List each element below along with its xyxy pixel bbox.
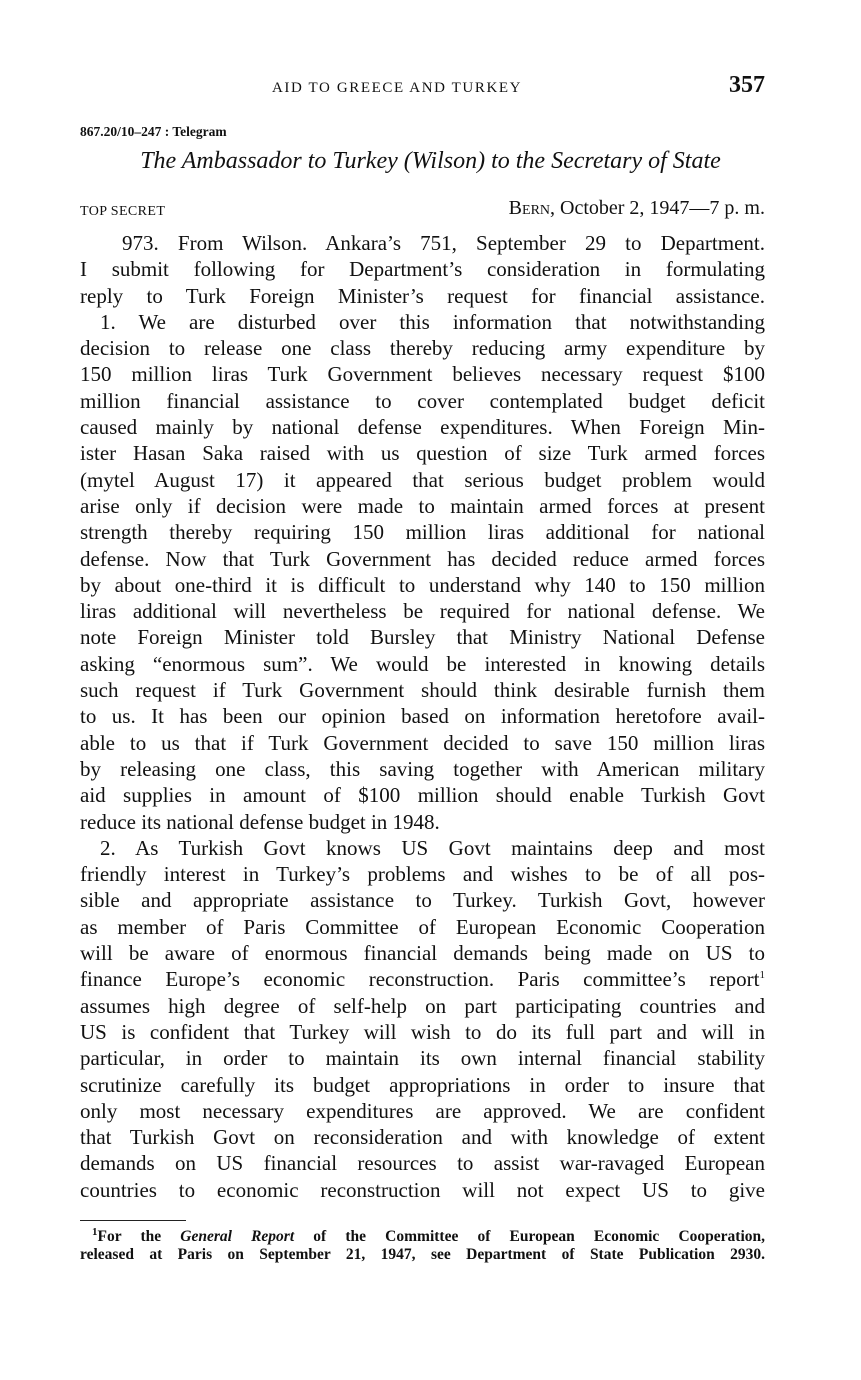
body-line: aid supplies in amount of $100 million should enable Turkish Govt <box>80 783 765 808</box>
footnote-line: $^1$For the General Report of the Committee of European Economic Cooperation, <box>92 1225 765 1245</box>
footnote-reference[interactable]: 1 <box>759 969 765 982</box>
body-line: demands on US financial resources to assist war-ravaged European <box>80 1151 765 1176</box>
body-line: 2. As Turkish Govt knows US Govt maintains deep and most <box>100 835 765 860</box>
body-line: assumes high degree of self-help on part participating countries and <box>80 993 765 1018</box>
footnote-title: General Report <box>180 1228 295 1245</box>
body-line: that Turkish Govt on reconsideration and with knowledge of extent <box>80 1125 765 1150</box>
body-line: particular, in order to maintain its own internal financial stability <box>80 1046 765 1071</box>
body-line: reduce its national defense budget in 1948. <box>80 809 440 834</box>
body-line: note Foreign Minister told Bursley that Ministry National Defense <box>80 625 765 650</box>
telegram-body <box>80 230 765 1203</box>
file-number: 867.20/10–247 : Telegram <box>80 124 227 139</box>
body-line: countries to economic reconstruction will not expect US to give <box>80 1177 765 1202</box>
running-title: AID TO GREECE AND TURKEY <box>272 80 523 96</box>
footnote-line: released at Paris on September 21, 1947, see Department of State Publication 2930. <box>80 1246 765 1263</box>
body-line: asking “enormous sum”. We would be interested in knowing details <box>80 651 765 676</box>
classification-label: TOP SECRET <box>80 204 166 219</box>
body-line: finance Europe’s economic reconstruction. Paris committee’s report$^1$ <box>80 967 765 992</box>
body-line: I submit following for Department’s consideration in formulating <box>80 257 765 282</box>
dateline-date: , October 2, 1947—7 p. m. <box>550 197 765 219</box>
document-heading: The Ambassador to Turkey (Wilson) to the Secretary of State <box>140 148 721 174</box>
body-line: strength thereby requiring 150 million liras additional for national <box>80 520 765 545</box>
body-line: friendly interest in Turkey’s problems and wishes to be of all pos- <box>80 862 765 887</box>
body-line: sible and appropriate assistance to Turkey. Turkish Govt, however <box>80 888 765 913</box>
body-line: 1. We are disturbed over this information that notwithstanding <box>100 309 765 334</box>
footnote-divider <box>80 1220 186 1221</box>
body-line: defense. Now that Turk Government has decided reduce armed forces <box>80 546 765 571</box>
body-line: to us. It has been our opinion based on information heretofore avail- <box>80 704 765 729</box>
running-head <box>0 72 861 112</box>
body-line: only most necessary expenditures are approved. We are confident <box>80 1098 765 1123</box>
body-line: caused mainly by national defense expenditures. When Foreign Min- <box>80 415 765 440</box>
body-line: (mytel August 17) it appeared that serious budget problem would <box>80 467 765 492</box>
footnote-marker: 1 <box>92 1225 98 1238</box>
body-line: decision to release one class thereby reducing army expenditure by <box>80 336 765 361</box>
body-line: ister Hasan Saka raised with us question of size Turk armed forces <box>80 441 765 466</box>
footnote <box>80 1225 765 1264</box>
page-number: 357 <box>729 72 765 98</box>
body-line: such request if Turk Government should think desirable furnish them <box>80 678 765 703</box>
dateline-row <box>80 197 765 225</box>
body-line: million financial assistance to cover contemplated budget deficit <box>80 388 765 413</box>
body-line: scrutinize carefully its budget appropriations in order to insure that <box>80 1072 765 1097</box>
body-line: able to us that if Turk Government decided to save 150 million liras <box>80 730 765 755</box>
body-line: 150 million liras Turk Government believes necessary request $100 <box>80 362 765 387</box>
body-line: 973. From Wilson. Ankara’s 751, September 29 to Department. <box>122 231 765 255</box>
dateline-place: Bern <box>508 197 551 219</box>
dateline <box>509 197 765 220</box>
body-line: US is confident that Turkey will wish to do its full part and will in <box>80 1019 765 1044</box>
body-line: arise only if decision were made to maintain armed forces at present <box>80 493 765 518</box>
body-line: as member of Paris Committee of European Economic Cooperation <box>80 914 765 939</box>
body-line: by releasing one class, this saving together with American military <box>80 756 765 781</box>
body-line: by about one-third it is difficult to understand why 140 to 150 million <box>80 572 765 597</box>
body-line: will be aware of enormous financial demands being made on US to <box>80 941 765 966</box>
body-line: reply to Turk Foreign Minister’s request for financial assistance. <box>80 283 765 308</box>
body-line: liras additional will nevertheless be required for national defense. We <box>80 599 765 624</box>
